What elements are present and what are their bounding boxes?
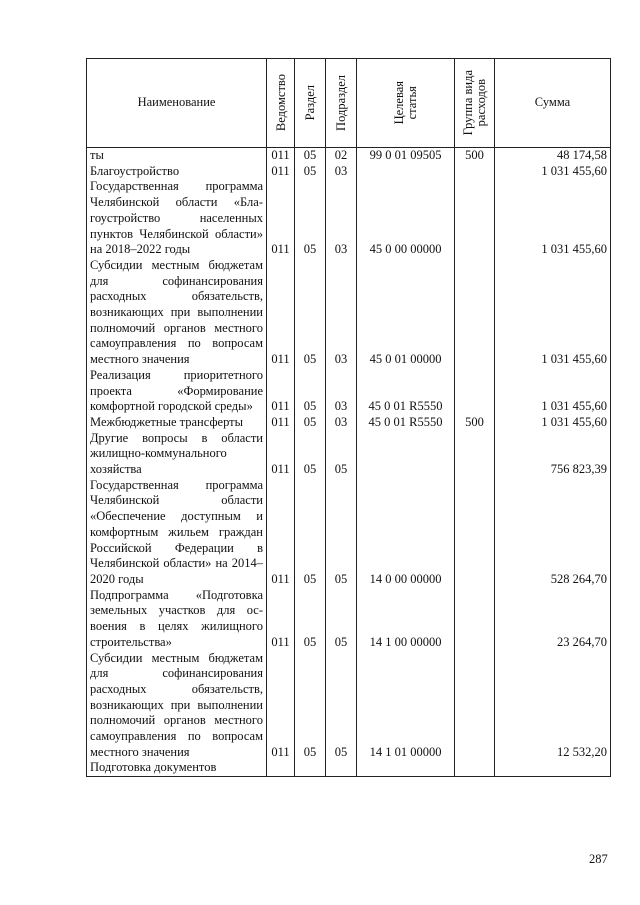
row-expense-group (455, 179, 495, 258)
header-vedomstvo: Ведомство (267, 59, 295, 148)
row-name: Субсидии местным бюджетам для софинансирования расходных обязательств, возникающих при выполнении полномочий органов местного самоуправления по вопросам местного значения (87, 651, 267, 761)
budget-table (86, 58, 611, 777)
header-name: Наименование (87, 59, 267, 148)
row-name: Государственная программа Челябинской области «Благоустройство населенных пунктов Челябинской области» на 2018–2022 годы (87, 179, 267, 258)
row-sum: 756 823,39 (495, 431, 611, 478)
row-razdel: 05 (295, 651, 326, 761)
row-target-article: 14 0 00 00000 (357, 478, 455, 588)
row-podrazdel: 05 (326, 478, 357, 588)
row-expense-group: 500 (455, 148, 495, 164)
table-row (87, 415, 611, 431)
row-sum: 1 031 455,60 (495, 164, 611, 180)
row-sum: 48 174,58 (495, 148, 611, 164)
header-podrazdel: Подраздел (326, 59, 357, 148)
row-vedomstvo: 011 (267, 368, 295, 415)
row-expense-group (455, 760, 495, 776)
row-name: Другие вопросы в области жилищно-коммунального хозяйства (87, 431, 267, 478)
row-target-article: 45 0 01 00000 (357, 258, 455, 368)
row-name: Благоустройство (87, 164, 267, 180)
row-sum: 1 031 455,60 (495, 368, 611, 415)
row-vedomstvo: 011 (267, 431, 295, 478)
table-header-row (87, 59, 611, 148)
table-row (87, 368, 611, 415)
row-razdel: 05 (295, 258, 326, 368)
row-sum: 528 264,70 (495, 478, 611, 588)
row-target-article (357, 164, 455, 180)
row-podrazdel: 05 (326, 431, 357, 478)
table-row (87, 588, 611, 651)
row-target-article (357, 760, 455, 776)
row-razdel: 05 (295, 179, 326, 258)
row-expense-group (455, 651, 495, 761)
row-name: Межбюджетные трансферты (87, 415, 267, 431)
row-razdel: 05 (295, 148, 326, 164)
row-razdel: 05 (295, 415, 326, 431)
row-name: Реализация приоритетного проекта «Формирование комфортной городской среды» (87, 368, 267, 415)
row-vedomstvo: 011 (267, 164, 295, 180)
row-podrazdel: 02 (326, 148, 357, 164)
row-target-article: 99 0 01 09505 (357, 148, 455, 164)
row-razdel (295, 760, 326, 776)
row-expense-group: 500 (455, 415, 495, 431)
row-expense-group (455, 368, 495, 415)
row-name: Субсидии местным бюджетам для софинансирования расходных обязательств, возникающих при выполнении полномочий органов местного самоуправления по вопросам местного значения (87, 258, 267, 368)
row-vedomstvo: 011 (267, 148, 295, 164)
row-vedomstvo: 011 (267, 415, 295, 431)
row-target-article: 45 0 01 R5550 (357, 368, 455, 415)
row-podrazdel: 05 (326, 651, 357, 761)
header-sum: Сумма (495, 59, 611, 148)
row-sum: 12 532,20 (495, 651, 611, 761)
table-row (87, 179, 611, 258)
row-name: ты (87, 148, 267, 164)
page-number: 287 (589, 852, 608, 866)
row-podrazdel: 05 (326, 588, 357, 651)
row-podrazdel (326, 760, 357, 776)
row-target-article: 14 1 00 00000 (357, 588, 455, 651)
row-razdel: 05 (295, 368, 326, 415)
row-expense-group (455, 258, 495, 368)
table-row (87, 651, 611, 761)
row-podrazdel: 03 (326, 179, 357, 258)
row-name: Подготовка документов (87, 760, 267, 776)
row-vedomstvo: 011 (267, 651, 295, 761)
row-sum: 1 031 455,60 (495, 258, 611, 368)
table-row (87, 258, 611, 368)
row-expense-group (455, 431, 495, 478)
row-razdel: 05 (295, 431, 326, 478)
row-vedomstvo (267, 760, 295, 776)
row-target-article: 45 0 00 00000 (357, 179, 455, 258)
row-vedomstvo: 011 (267, 588, 295, 651)
row-expense-group (455, 164, 495, 180)
row-vedomstvo: 011 (267, 478, 295, 588)
header-razdel: Раздел (295, 59, 326, 148)
header-target-article: Целевая статья (357, 59, 455, 148)
row-razdel: 05 (295, 478, 326, 588)
row-vedomstvo: 011 (267, 179, 295, 258)
row-podrazdel: 03 (326, 258, 357, 368)
row-target-article: 45 0 01 R5550 (357, 415, 455, 431)
row-name: Государственная программа Челябинской области «Обеспечение доступным и комфортным жильем граждан Российской Федерации в Челябинской области» на 2014–2020 годы (87, 478, 267, 588)
row-expense-group (455, 478, 495, 588)
row-sum: 1 031 455,60 (495, 415, 611, 431)
table-row (87, 164, 611, 180)
row-sum (495, 760, 611, 776)
row-podrazdel: 03 (326, 415, 357, 431)
row-sum: 23 264,70 (495, 588, 611, 651)
table-row (87, 478, 611, 588)
row-podrazdel: 03 (326, 164, 357, 180)
row-sum: 1 031 455,60 (495, 179, 611, 258)
row-razdel: 05 (295, 164, 326, 180)
row-vedomstvo: 011 (267, 258, 295, 368)
table-row (87, 148, 611, 164)
row-name: Подпрограмма «Подготовка земельных участков для освоения в целях жилищного строительства» (87, 588, 267, 651)
row-target-article: 14 1 01 00000 (357, 651, 455, 761)
row-expense-group (455, 588, 495, 651)
table-row (87, 760, 611, 776)
table-row (87, 431, 611, 478)
header-expense-group: Группа вида расходов (455, 59, 495, 148)
row-target-article (357, 431, 455, 478)
row-podrazdel: 03 (326, 368, 357, 415)
row-razdel: 05 (295, 588, 326, 651)
